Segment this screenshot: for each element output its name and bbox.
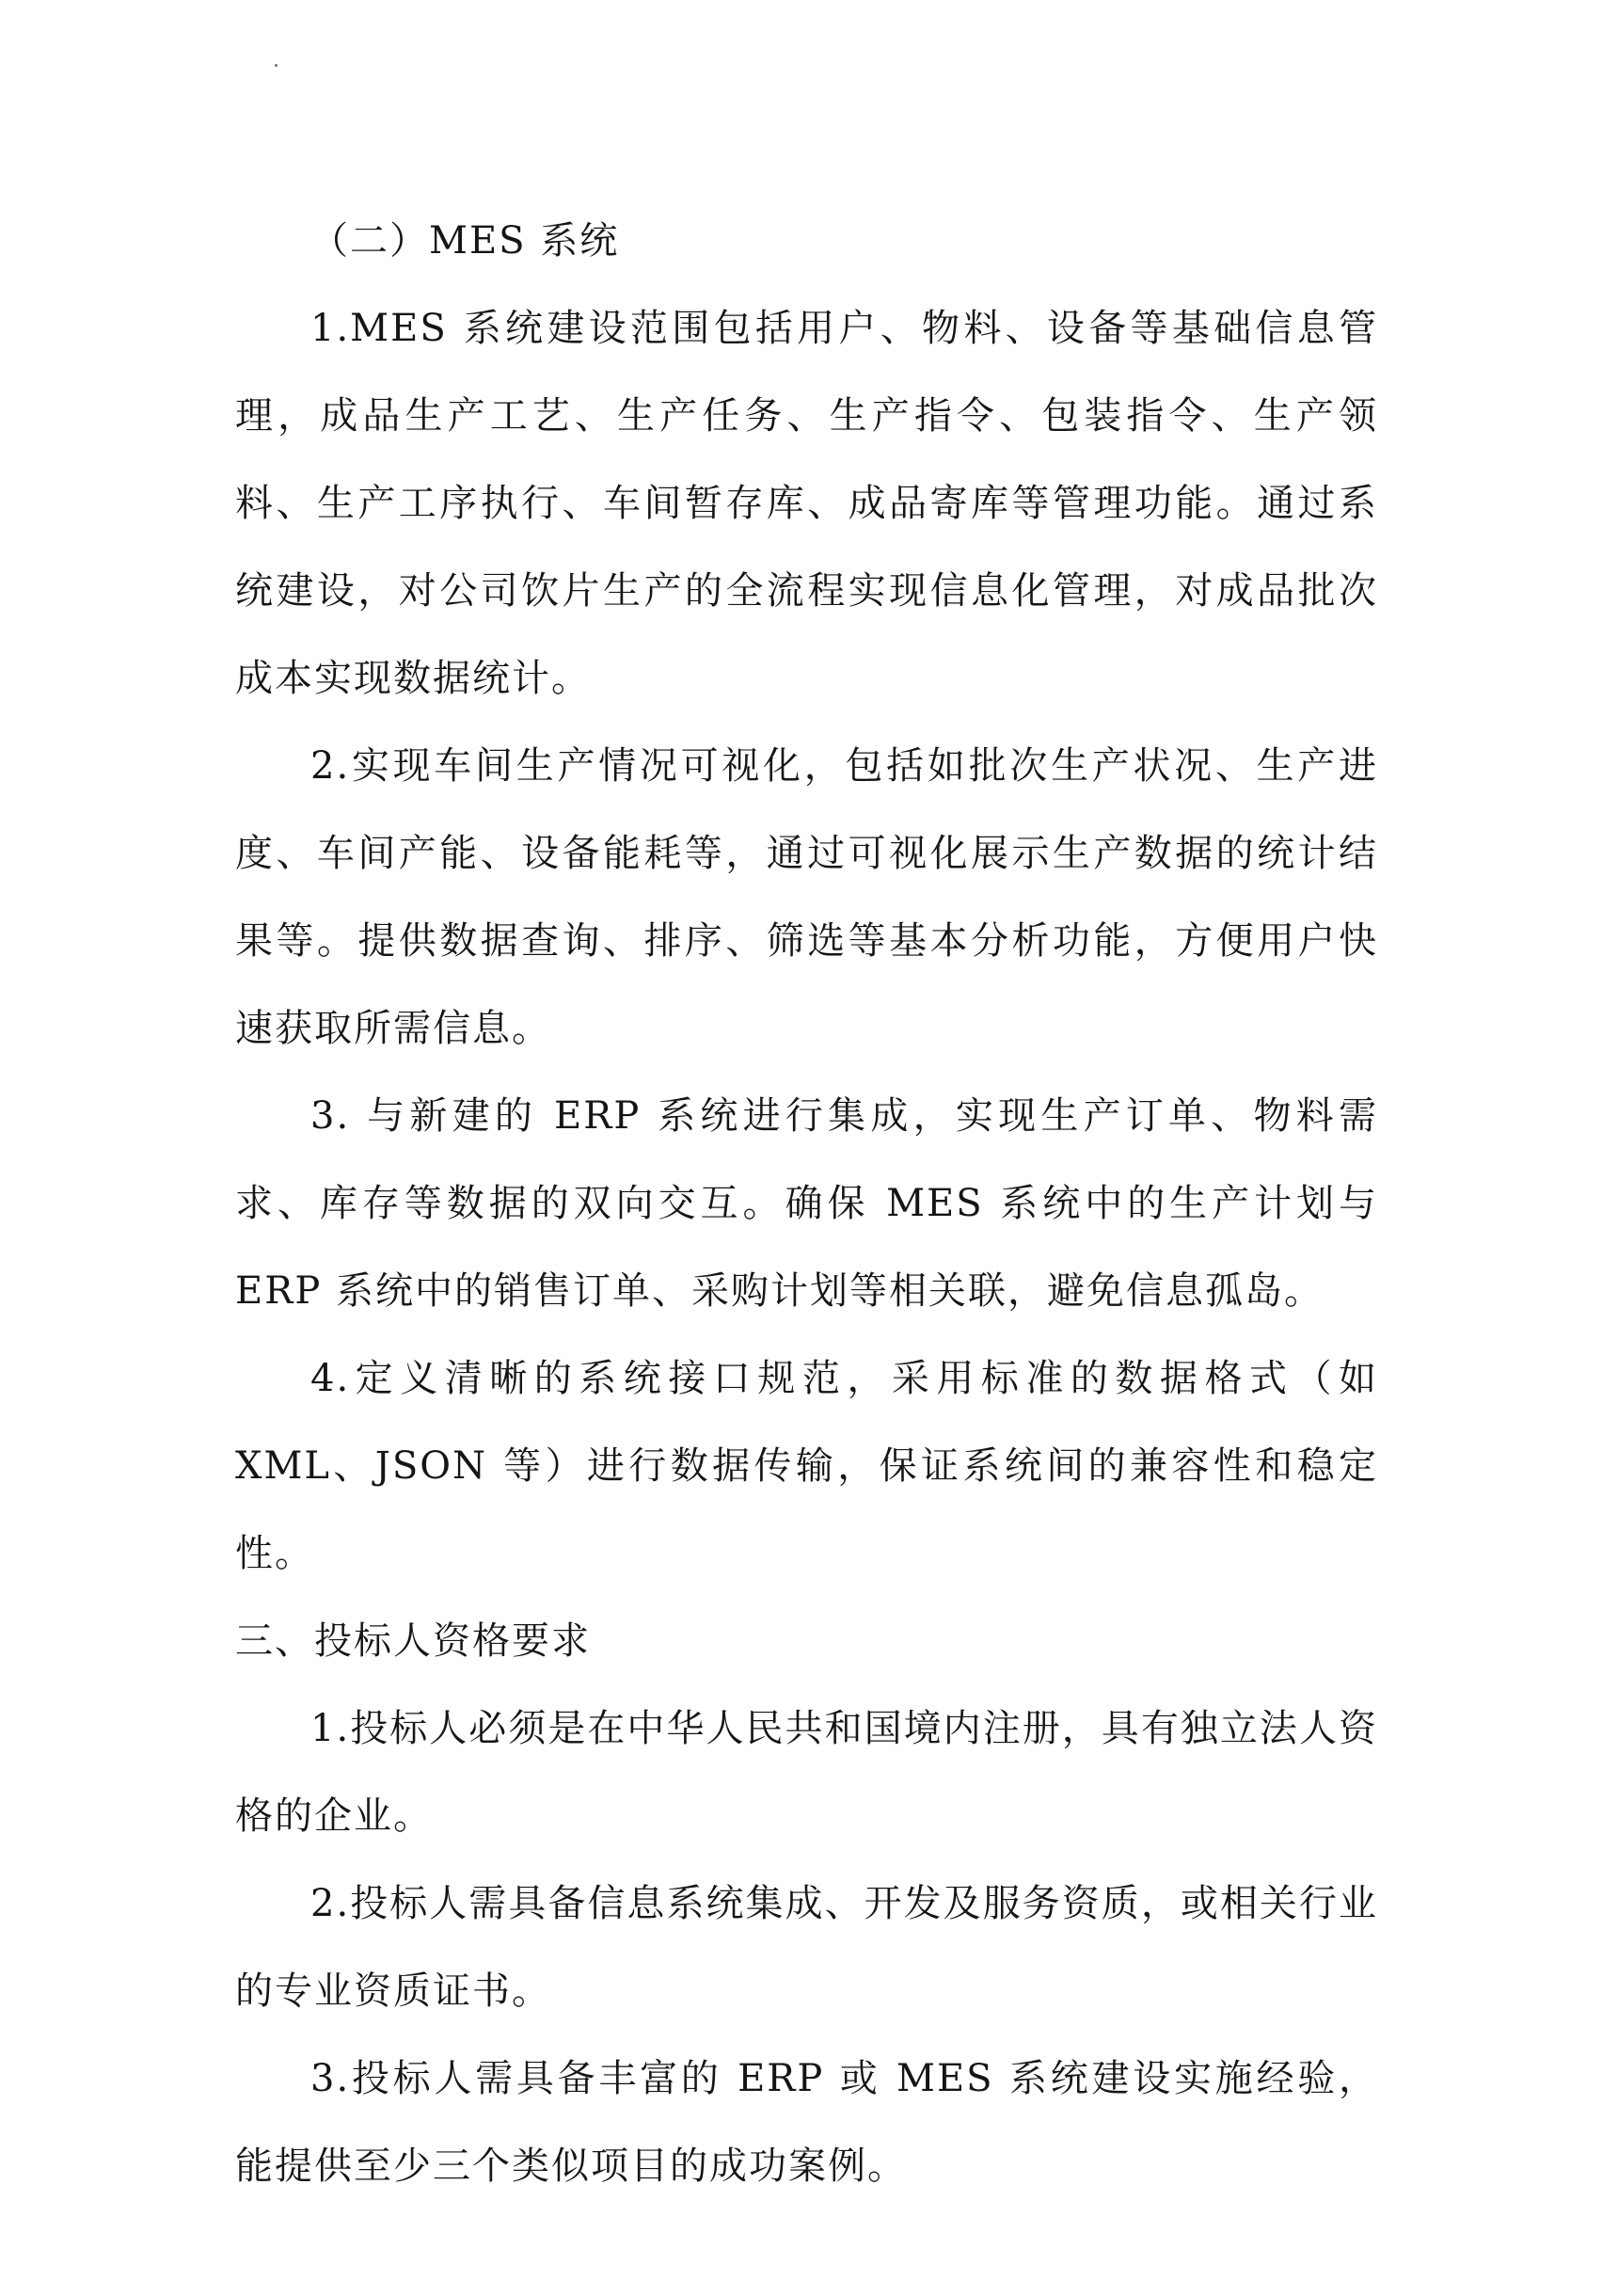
scan-speck bbox=[275, 64, 278, 67]
mes-item-1: 1.MES 系统建设范围包括用户、物料、设备等基础信息管理，成品生产工艺、生产任务、生产指令、包装指令、生产领料、生产工序执行、车间暂存库、成品寄库等管理功能。通过系统建设，对公司饮片生产的全流程实现信息化管理，对成品批次成本实现数据统计。 bbox=[235, 307, 1378, 700]
mes-item-4: 4.定义清晰的系统接口规范，采用标准的数据格式（如 XML、JSON 等）进行数据传输，保证系统间的兼容性和稳定性。 bbox=[235, 1357, 1378, 1575]
section-heading-bidder-qualifications: 三、投标人资格要求 bbox=[235, 1619, 591, 1663]
bidder-item-2: 2.投标人需具备信息系统集成、开发及服务资质，或相关行业的专业资质证书。 bbox=[235, 1882, 1378, 2013]
bidder-item-1: 1.投标人必须是在中华人民共和国境内注册，具有独立法人资格的企业。 bbox=[235, 1707, 1378, 1838]
document-body bbox=[235, 198, 1378, 2210]
mes-item-3: 3. 与新建的 ERP 系统进行集成，实现生产订单、物料需求、库存等数据的双向交互。确保 MES 系统中的生产计划与 ERP 系统中的销售订单、采购计划等相关联，避免信息孤岛。 bbox=[235, 1094, 1378, 1313]
section-heading-mes: （二）MES 系统 bbox=[310, 219, 620, 263]
mes-item-2: 2.实现车间生产情况可视化，包括如批次生产状况、生产进度、车间产能、设备能耗等，通过可视化展示生产数据的统计结果等。提供数据查询、排序、筛选等基本分析功能，方便用户快速获取所需信息。 bbox=[235, 744, 1378, 1050]
bidder-item-3: 3.投标人需具备丰富的 ERP 或 MES 系统建设实施经验，能提供至少三个类似项目的成功案例。 bbox=[235, 2057, 1378, 2188]
